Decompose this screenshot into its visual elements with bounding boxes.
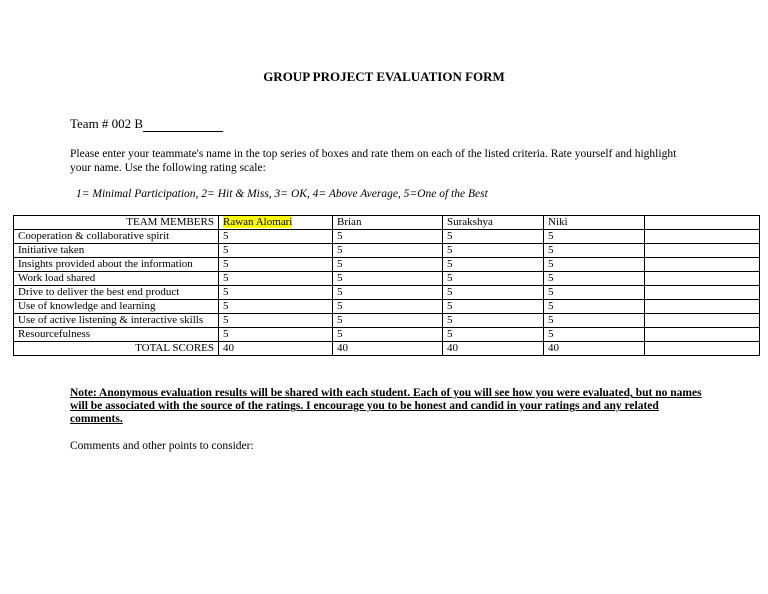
total-row: [14, 342, 760, 356]
score-cell[interactable]: [645, 286, 760, 300]
score-cell[interactable]: 5: [219, 272, 333, 286]
table-row: [14, 258, 760, 272]
score-cell[interactable]: 5: [333, 300, 443, 314]
score-cell[interactable]: 5: [219, 314, 333, 328]
form-title: GROUP PROJECT EVALUATION FORM: [263, 69, 505, 84]
score-cell[interactable]: 5: [219, 300, 333, 314]
member-name-cell[interactable]: Niki: [544, 216, 645, 230]
table-row: [14, 286, 760, 300]
score-cell[interactable]: 5: [544, 258, 645, 272]
score-cell[interactable]: 5: [544, 314, 645, 328]
score-cell[interactable]: 5: [333, 314, 443, 328]
table-row: [14, 230, 760, 244]
score-cell[interactable]: [645, 244, 760, 258]
member-name-cell[interactable]: [219, 216, 333, 230]
comments-label: Comments and other points to consider:: [70, 440, 254, 452]
score-cell[interactable]: 5: [443, 314, 544, 328]
score-cell[interactable]: [645, 258, 760, 272]
score-cell[interactable]: 5: [443, 328, 544, 342]
score-cell[interactable]: 5: [219, 258, 333, 272]
score-cell[interactable]: 5: [219, 328, 333, 342]
table-row: [14, 272, 760, 286]
rating-scale: 1= Minimal Participation, 2= Hit & Miss, 3= OK, 4= Above Average, 5=One of the Best: [76, 188, 488, 200]
member-name-highlighted: Rawan Alomari: [223, 216, 293, 228]
total-scores-label: TOTAL SCORES: [14, 342, 219, 356]
score-cell[interactable]: [645, 300, 760, 314]
score-cell[interactable]: 5: [219, 230, 333, 244]
table-row: [14, 300, 760, 314]
criterion-label: Cooperation & collaborative spirit: [14, 230, 219, 244]
team-line: [70, 116, 223, 132]
evaluation-table: [13, 215, 760, 356]
score-cell[interactable]: 5: [544, 328, 645, 342]
team-underline: [143, 118, 223, 132]
team-members-header: TEAM MEMBERS: [14, 216, 219, 230]
anonymity-note: Note: Anonymous evaluation results will be shared with each student. Each of you will see how you were evaluated, but no names will be associated with the source of the ratings. I encourage you to be honest and candid in your ratings and any related comments.: [70, 387, 702, 425]
score-cell[interactable]: 5: [443, 244, 544, 258]
score-cell[interactable]: 5: [443, 300, 544, 314]
criterion-label: Insights provided about the information: [14, 258, 219, 272]
score-cell[interactable]: 5: [333, 272, 443, 286]
score-cell[interactable]: 5: [544, 244, 645, 258]
score-cell[interactable]: [645, 314, 760, 328]
member-name-cell[interactable]: Surakshya: [443, 216, 544, 230]
score-cell[interactable]: [645, 272, 760, 286]
score-cell[interactable]: 5: [443, 230, 544, 244]
score-cell[interactable]: 5: [219, 244, 333, 258]
team-label: Team # 002 B: [70, 116, 144, 131]
score-cell[interactable]: 5: [333, 328, 443, 342]
score-cell[interactable]: 5: [333, 244, 443, 258]
score-cell[interactable]: [645, 230, 760, 244]
criterion-label: Drive to deliver the best end product: [14, 286, 219, 300]
score-cell[interactable]: 5: [544, 272, 645, 286]
total-cell[interactable]: 40: [443, 342, 544, 356]
criterion-label: Use of knowledge and learning: [14, 300, 219, 314]
total-cell[interactable]: 40: [544, 342, 645, 356]
criterion-label: Work load shared: [14, 272, 219, 286]
total-cell[interactable]: 40: [219, 342, 333, 356]
score-cell[interactable]: 5: [544, 286, 645, 300]
score-cell[interactable]: 5: [219, 286, 333, 300]
total-cell[interactable]: 40: [333, 342, 443, 356]
score-cell[interactable]: 5: [544, 300, 645, 314]
total-cell[interactable]: [645, 342, 760, 356]
score-cell[interactable]: 5: [333, 286, 443, 300]
member-name-cell[interactable]: Brian: [333, 216, 443, 230]
score-cell[interactable]: 5: [443, 272, 544, 286]
instructions-text: Please enter your teammate's name in the top series of boxes and rate them on each of the listed criteria. Rate yourself and highlight your name. Use the following rating scale:: [70, 148, 677, 174]
score-cell[interactable]: [645, 328, 760, 342]
score-cell[interactable]: 5: [333, 258, 443, 272]
table-row: [14, 244, 760, 258]
criterion-label: Resourcefulness: [14, 328, 219, 342]
score-cell[interactable]: 5: [443, 286, 544, 300]
score-cell[interactable]: 5: [443, 258, 544, 272]
table-row: [14, 328, 760, 342]
table-row: [14, 314, 760, 328]
score-cell[interactable]: 5: [333, 230, 443, 244]
table-header-row: [14, 216, 760, 230]
score-cell[interactable]: 5: [544, 230, 645, 244]
member-name-cell[interactable]: [645, 216, 760, 230]
criterion-label: Use of active listening & interactive skills: [14, 314, 219, 328]
criterion-label: Initiative taken: [14, 244, 219, 258]
